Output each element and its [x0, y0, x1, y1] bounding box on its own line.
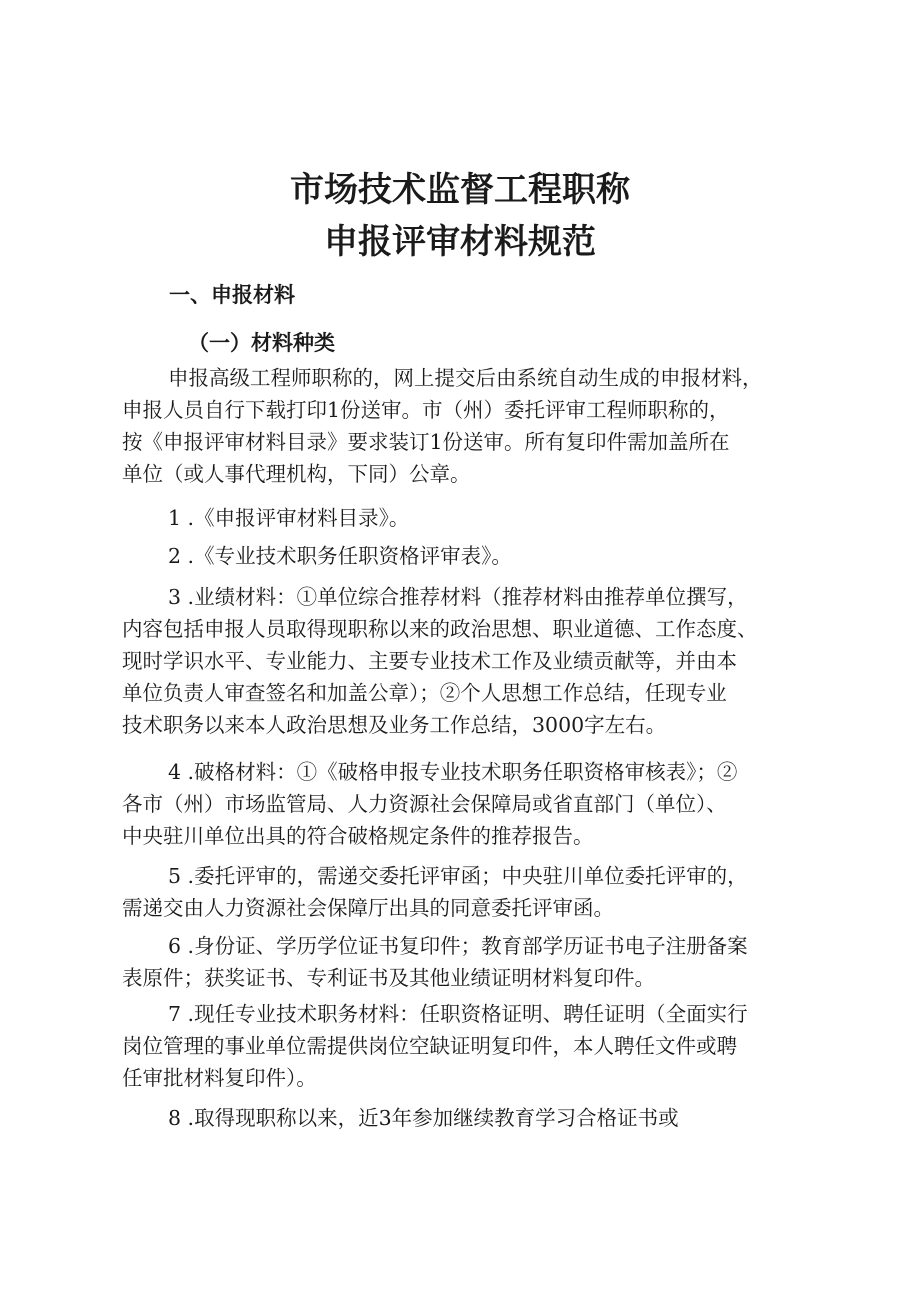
paragraph-line: 岗位管理的事业单位需提供岗位空缺证明复印件，本人聘任文件或聘 — [122, 1034, 737, 1058]
paragraph-line: 单位负责人审查签名和加盖公章）；②个人思想工作总结，任现专业 — [122, 681, 727, 705]
paragraph-line: 4 .破格材料：①《破格申报专业技术职务任职资格审核表》；② — [168, 760, 738, 784]
paragraph-line: 内容包括申报人员取得现职称以来的政治思想、职业道德、工作态度、 — [122, 617, 758, 641]
list-item-7 — [122, 998, 822, 1094]
paragraph-line: 1 .《申报评审材料目录》。 — [168, 506, 410, 530]
document-title-line-2: 申报评审材料规范 — [324, 222, 596, 262]
subsection-heading: （一）材料种类 — [188, 331, 335, 355]
list-item-6 — [122, 930, 822, 994]
paragraph-line: 技术职务以来本人政治思想及业务工作总结，3000字左右。 — [122, 713, 667, 737]
paragraph-line: 按《申报评审材料目录》要求装订1份送审。所有复印件需加盖所在 — [122, 430, 730, 454]
paragraph-line: 现时学识水平、专业能力、主要专业技术工作及业绩贡献等，并由本 — [122, 649, 737, 673]
list-item-4 — [122, 756, 822, 852]
list-item-3 — [122, 581, 822, 741]
paragraph-line: 表原件；获奖证书、专利证书及其他业绩证明材料复印件。 — [122, 966, 655, 990]
list-item-1 — [122, 502, 822, 534]
section-heading: 一、申报材料 — [169, 283, 295, 307]
paragraph-line: 8 .取得现职称以来，近3年参加继续教育学习合格证书或 — [168, 1106, 679, 1130]
list-item-8 — [122, 1102, 822, 1134]
list-item-2 — [122, 540, 822, 572]
list-item-5 — [122, 860, 822, 924]
paragraph-line: 中央驻川单位出具的符合破格规定条件的推荐报告。 — [122, 824, 594, 848]
paragraph-line: 2 .《专业技术职务任职资格评审表》。 — [168, 544, 512, 568]
paragraph-line: 单位（或人事代理机构，下同）公章。 — [122, 462, 471, 486]
paragraph-line: 需递交由人力资源社会保障厅出具的同意委托评审函。 — [122, 896, 614, 920]
paragraph-line: 各市（州）市场监管局、人力资源社会保障局或省直部门（单位）、 — [122, 792, 727, 816]
paragraph-line: 5 .委托评审的，需递交委托评审函；中央驻川单位委托评审的， — [168, 864, 748, 888]
paragraph-line: 6 .身份证、学历学位证书复印件；教育部学历证书电子注册备案 — [168, 934, 748, 958]
paragraph-line: 7 .现任专业技术职务材料：任职资格证明、聘任证明（全面实行 — [168, 1002, 748, 1026]
paragraph-line: 任审批材料复印件）。 — [122, 1066, 317, 1090]
paragraph-line: 申报人员自行下载打印1份送审。市（州）委托评审工程师职称的， — [122, 398, 730, 422]
document-title-line-1: 市场技术监督工程职称 — [290, 170, 630, 210]
intro-paragraph — [122, 362, 822, 490]
paragraph-line: 申报高级工程师职称的，网上提交后由系统自动生成的申报材料， — [168, 366, 763, 390]
paragraph-line: 3 .业绩材料：①单位综合推荐材料（推荐材料由推荐单位撰写， — [168, 585, 748, 609]
